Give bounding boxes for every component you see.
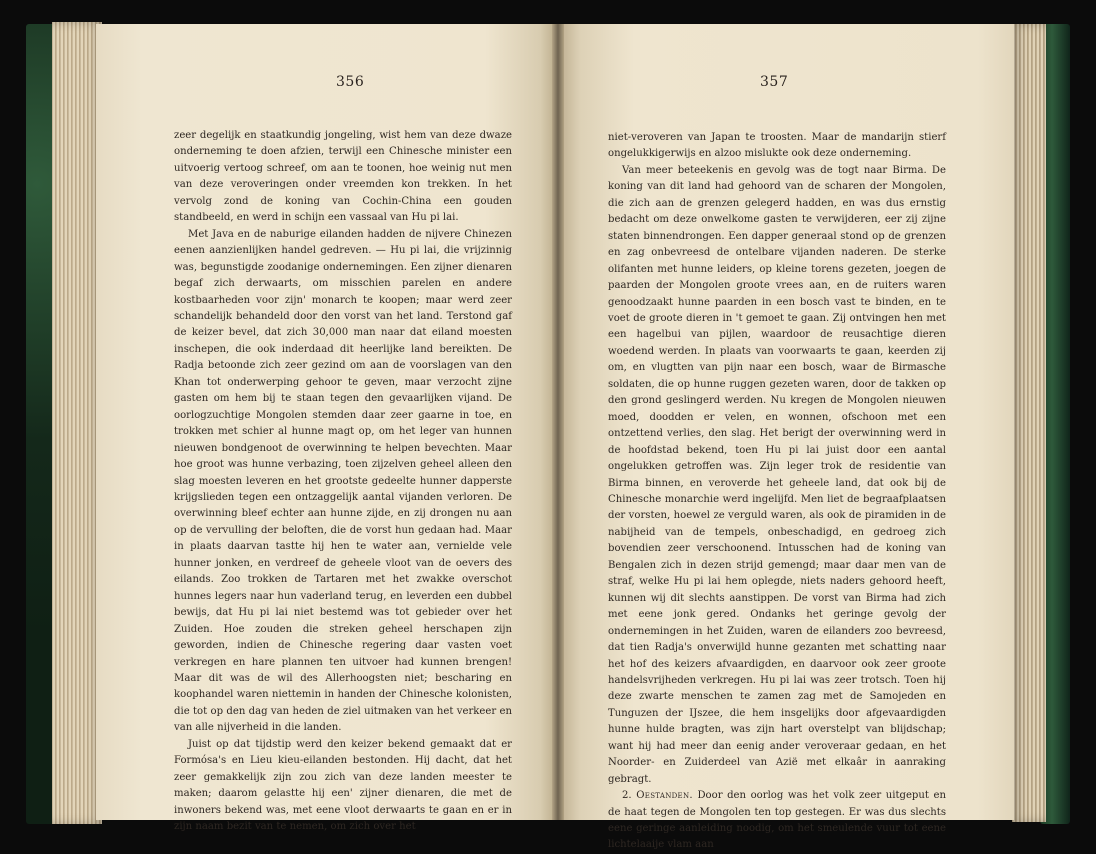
left-paragraph-1: zeer degelijk en staatkundig jongeling, wist hem van deze dwaze onderneming te doen afzien, terwijl een Chinesche minister een uitvoerig vertoog schreef, om aan te toonen, hoe weinig nut men van deze veroveringen onder vreemden kon trekken. In het vervolg zond de koning van Cochin-China een gouden standbeeld, en werd in schijn een vassaal van Hu pi lai. (174, 130, 512, 224)
left-page-text (174, 128, 512, 835)
left-paragraph-3: Juist op dat tijdstip werd den keizer bekend gemaakt dat er Formósa's en Lieu kieu-eilanden bestonden. Hij dacht, dat het zeer gemakkelijk zijn zou zich van deze landen meester te maken; daarom gelastte hij een' zijner dienaren, die met de inwoners bekend was, met eene vloot derwaarts te gaan en er in zijn naam bezit van te nemen, om zich over het (174, 738, 512, 833)
right-page-text (608, 130, 946, 854)
left-paragraph-2: Met Java en de naburige eilanden hadden de nijvere Chinezen eenen aanzienlijken handel gedreven. — Hu pi lai, die vrijzinnig was, begunstigde zoodanige ondernemingen. Een zijner dienaren begaf zich derwaarts, om misschien parelen en andere kostbaarheden voor zijn' monarch te koopen; maar werd zeer schandelijk behandeld door den vorst van het land. Terstond gaf de keizer bevel, dat zich 30,000 man naar dat eiland moesten inschepen, die ook inderdaad dit heerlijke land bereikten. De Radja betoonde zich zeer gezind om aan de voorslagen van den Khan tot onderwerping gehoor te geven, maar verzocht zijne gasten om hem bij te staan tegen den gevaarlijken vijand. De oorlogzuchtige Mongolen stemden daar zeer gaarne in toe, en trokken met schier al hunne magt op, om het leger van hunnen nieuwen bondgenoot de overwinning te helpen bevechten. Maar hoe groot was hunne verbazing, toen zijzelven geheel alleen den slag moesten leveren en het grootste gedeelte hunner dapperste krijgslieden tegen een ontzaggelijk aantal vijanden verloren. De overwinning bleef echter aan hunne zijde, en zij drongen nu aan op de vervulling der beloften, die de vorst hun gedaan had. Maar in plaats daarvan tastte hij hen te water aan, vernielde vele hunner jonken, en verdreef de geheele vloot van de oevers des eilands. Zoo trokken de Tartaren met het zwakke overschot hunnes legers naar hun vaderland terug, en leverden een dubbel bewijs, dat Hu pi lai niet bestemd was tot gebieder over het Zuiden. Hoe zouden die streken geheel herschapen zijn geworden, indien de Chinesche regering daar vasten voet verkregen en hare plannen ten uitvoer had kunnen brengen! Maar dit was de wil des Allerhoogsten niet; bescharing en koophandel waren niettemin in handen der Chinesche kolonisten, die tot op den dag van heden de ziel uitmaken van het verkeer en van alle nijverheid in die landen. (174, 228, 512, 734)
left-page-number: 356 (336, 74, 365, 90)
right-paragraph-2: Van meer beteekenis en gevolg was de togt naar Birma. De koning van dit land had gehoord van de scharen der Mongolen, die zich aan de grenzen gelegerd hadden, en was dus ernstig bedacht om deze onwelkome gasten te verwijderen, eer zij zijne staten binnendrongen. Een dapper generaal stond op de grenzen en zag onbevreesd de ontelbare vijanden naderen. De sterke olifanten met hunne leiders, op kleine torens gezeten, joegen de paarden der Mongolen groote vrees aan, en de ruiters waren genoodzaakt hunne paarden in een bosch vast te binden, en te voet de groote dieren in 't gemoet te gaan. Zij ontvingen hen met een hagelbui van pijlen, waardoor de reusachtige dieren woedend werden. In plaats van voorwaarts te gaan, keerden zij om, en vlugtten van pijn naar een bosch, waar de Birmasche soldaten, die op hunne ruggen gezeten waren, door de takken op den grond geslingerd werden. Nu kregen de Mongolen nieuwen moed, doodden er velen, en wonnen, ofschoon met een ontzettend verlies, den slag. Het berigt der overwinning werd in de hoofdstad bekend, toen Hu pi lai juist door een aantal ongelukken getroffen was. Zijn leger trok de residentie van Birma binnen, en veroverde het geheele land, dat ook bij de Chinesche monarchie werd ingelijfd. Men liet de begraafplaatsen der vorsten, hoewel ze verguld waren, als ook de piramiden in de nabijheid van de tempels, onbeschadigd, en gedroeg zich bovendien zeer verschoonend. Intusschen had de koning van Bengalen zich in dezen strijd gemengd; maar daar men van de straf, welke Hu pi lai hem oplegde, niets naders gehoord heeft, kunnen wij dit slechts aanstippen. De vorst van Birma had zich met eene jonk gered. Ondanks het geringe gevolg der ondernemingen in het Zuiden, waren de eilanders zoo bevreesd, dat tien Radja's onverwijld hunne gezanten met schatting naar het hof des keizers afvaardigden, en daarvoor ook zeer groote handelsvrijheden verkregen. Hu pi lai was zeer trotsch. Toen hij deze zwarte menschen te zamen zag met de Samojeden en Tunguzen der IJszee, die hem insgelijks door afgevaardigden hunne hulde bragten, was zijn hart overstelpt van blijdschap; want hij had meer dan eenig ander veroveraar gedaan, en het Noorder- en Zuiderdeel van Azië met elkaâr in aanraking gebragt. (608, 164, 946, 785)
right-paragraph-1: niet-veroveren van Japan te troosten. Maar de mandarijn stierf ongelukkigerwijs en alzoo mislukte ook deze onderneming. (608, 132, 946, 160)
section-text: Door den oorlog was het volk zeer uitgeput en de haat tegen de Mongolen ten top gestegen. Er was dus slechts eene geringe aanleiding noodig, om het smeulende vuur tot eene lichtelaaije vlam aan (608, 790, 946, 851)
section-title: Oestanden. (636, 790, 693, 802)
page-edges-right (1012, 24, 1046, 822)
book-gutter (552, 24, 564, 820)
section-number: 2. (622, 790, 632, 802)
page-edges-left (52, 22, 102, 824)
right-paragraph-3 (608, 788, 946, 854)
right-page-number: 357 (760, 74, 789, 90)
